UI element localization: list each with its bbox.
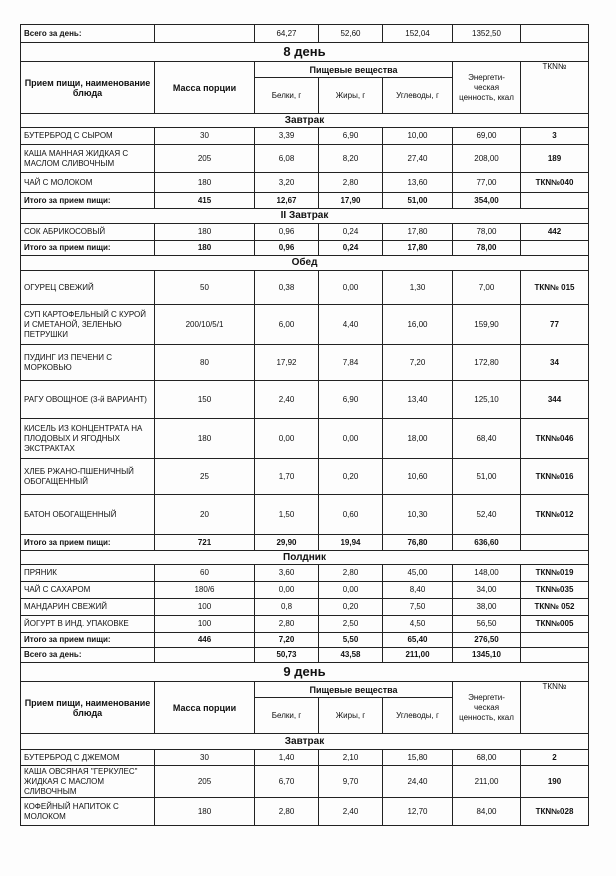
tk-cell: ТКN№046 — [521, 419, 589, 459]
protein-cell: 17,92 — [255, 345, 319, 381]
dish-name: СОК АБРИКОСОВЫЙ — [21, 224, 155, 241]
table-row — [21, 459, 589, 495]
fat-cell: 2,80 — [319, 173, 383, 193]
dish-name: КИСЕЛЬ ИЗ КОНЦЕНТРАТА НА ПЛОДОВЫХ И ЯГОДНЫХ ЭКСТРАКТАХ — [21, 419, 155, 459]
fat-cell: 43,58 — [319, 648, 383, 663]
fat-cell: 52,60 — [319, 25, 383, 43]
protein-cell: 1,40 — [255, 750, 319, 766]
tk-cell: ТКN№028 — [521, 798, 589, 826]
total-label: Итого за прием пищи: — [21, 633, 155, 648]
carbs-cell: 7,50 — [383, 599, 453, 616]
dish-name: ОГУРЕЦ СВЕЖИЙ — [21, 271, 155, 305]
meal-total-row — [21, 633, 589, 648]
protein-column-header: Белки, г — [255, 78, 319, 114]
mass-cell: 150 — [155, 381, 255, 419]
protein-cell: 2,80 — [255, 798, 319, 826]
section-title: Завтрак — [21, 734, 589, 750]
mass-cell: 180 — [155, 419, 255, 459]
tk-cell: 34 — [521, 345, 589, 381]
tk-cell: ТКN№012 — [521, 495, 589, 535]
energy-cell: 276,50 — [453, 633, 521, 648]
tk-cell: ТКN№040 — [521, 173, 589, 193]
mass-cell: 205 — [155, 145, 255, 173]
fat-cell: 0,20 — [319, 599, 383, 616]
table-row — [21, 271, 589, 305]
energy-cell: 208,00 — [453, 145, 521, 173]
carbs-cell: 17,80 — [383, 224, 453, 241]
table-row — [21, 128, 589, 145]
mass-cell: 180 — [155, 173, 255, 193]
fat-cell: 2,50 — [319, 616, 383, 633]
carbs-cell: 10,00 — [383, 128, 453, 145]
tk-cell: 3 — [521, 128, 589, 145]
mass-cell: 721 — [155, 535, 255, 551]
mass-cell: 60 — [155, 565, 255, 582]
carbs-cell: 13,60 — [383, 173, 453, 193]
mass-cell: 415 — [155, 193, 255, 209]
dish-name: МАНДАРИН СВЕЖИЙ — [21, 599, 155, 616]
energy-column-header: Энергети-ческая ценность, ккал — [453, 62, 521, 114]
energy-cell: 1352,50 — [453, 25, 521, 43]
fat-cell: 6,90 — [319, 381, 383, 419]
dish-name: ЧАЙ С МОЛОКОМ — [21, 173, 155, 193]
tk-cell — [521, 193, 589, 209]
energy-cell: 7,00 — [453, 271, 521, 305]
mass-cell — [155, 648, 255, 663]
total-label: Итого за прием пищи: — [21, 241, 155, 256]
fat-cell: 2,10 — [319, 750, 383, 766]
section-title: II Завтрак — [21, 209, 589, 224]
tk-cell: ТКN№019 — [521, 565, 589, 582]
fat-cell: 2,80 — [319, 565, 383, 582]
carbs-cell: 13,40 — [383, 381, 453, 419]
mass-cell: 100 — [155, 616, 255, 633]
table-row — [21, 345, 589, 381]
fat-cell: 6,90 — [319, 128, 383, 145]
dish-name: СУП КАРТОФЕЛЬНЫЙ С КУРОЙ И СМЕТАНОЙ, ЗЕЛЕНЬЮ ПЕТРУШКИ — [21, 305, 155, 345]
fat-cell: 5,50 — [319, 633, 383, 648]
mass-cell: 30 — [155, 128, 255, 145]
mass-column-header: Масса порции — [155, 62, 255, 114]
fat-cell: 0,24 — [319, 224, 383, 241]
protein-cell: 29,90 — [255, 535, 319, 551]
fat-cell: 8,20 — [319, 145, 383, 173]
carbs-cell: 17,80 — [383, 241, 453, 256]
energy-cell: 68,00 — [453, 750, 521, 766]
carbs-cell: 18,00 — [383, 419, 453, 459]
fat-cell: 2,40 — [319, 798, 383, 826]
mass-cell: 80 — [155, 345, 255, 381]
tk-cell — [521, 25, 589, 43]
table-row — [21, 565, 589, 582]
carbs-cell: 7,20 — [383, 345, 453, 381]
total-label: Итого за прием пищи: — [21, 193, 155, 209]
day-9-title: 9 день — [21, 663, 589, 682]
prev-day-total-row — [21, 25, 589, 43]
mass-cell: 446 — [155, 633, 255, 648]
carbs-cell: 27,40 — [383, 145, 453, 173]
dish-name: БАТОН ОБОГАЩЕННЫЙ — [21, 495, 155, 535]
section-title: Обед — [21, 256, 589, 271]
tk-cell: 77 — [521, 305, 589, 345]
energy-cell: 148,00 — [453, 565, 521, 582]
meal-column-header: Прием пищи, наименование блюда — [21, 682, 155, 734]
tk-cell: 189 — [521, 145, 589, 173]
tk-column-header: ТКN№ — [521, 62, 589, 114]
protein-cell: 12,67 — [255, 193, 319, 209]
mass-cell: 50 — [155, 271, 255, 305]
mass-cell: 20 — [155, 495, 255, 535]
fat-column-header: Жиры, г — [319, 78, 383, 114]
protein-cell: 1,50 — [255, 495, 319, 535]
energy-cell: 636,60 — [453, 535, 521, 551]
dish-name: КАША МАННАЯ ЖИДКАЯ С МАСЛОМ СЛИВОЧНЫМ — [21, 145, 155, 173]
table-header-row — [21, 682, 589, 698]
dish-name: КАША ОВСЯНАЯ "ГЕРКУЛЕС" ЖИДКАЯ С МАСЛОМ СЛИВОЧНЫМ — [21, 766, 155, 798]
day-total-row — [21, 648, 589, 663]
tk-cell: ТКN№035 — [521, 582, 589, 599]
tk-cell — [521, 648, 589, 663]
table-row — [21, 616, 589, 633]
carbs-cell: 12,70 — [383, 798, 453, 826]
protein-cell: 3,39 — [255, 128, 319, 145]
table-row — [21, 495, 589, 535]
nutrients-header: Пищевые вещества — [255, 682, 453, 698]
dish-name: ПРЯНИК — [21, 565, 155, 582]
mass-cell: 180 — [155, 224, 255, 241]
carbs-cell: 211,00 — [383, 648, 453, 663]
fat-cell: 7,84 — [319, 345, 383, 381]
dish-name: ХЛЕБ РЖАНО-ПШЕНИЧНЫЙ ОБОГАЩЕННЫЙ — [21, 459, 155, 495]
fat-cell: 0,60 — [319, 495, 383, 535]
total-label: Всего за день: — [21, 25, 155, 43]
mass-cell: 30 — [155, 750, 255, 766]
protein-cell: 64,27 — [255, 25, 319, 43]
protein-cell: 0,96 — [255, 224, 319, 241]
table-row — [21, 381, 589, 419]
meal-total-row — [21, 241, 589, 256]
carbs-cell: 152,04 — [383, 25, 453, 43]
protein-cell: 0,00 — [255, 419, 319, 459]
energy-cell: 1345,10 — [453, 648, 521, 663]
table-row — [21, 798, 589, 826]
fat-column-header: Жиры, г — [319, 698, 383, 734]
protein-cell: 6,00 — [255, 305, 319, 345]
carbs-cell: 10,30 — [383, 495, 453, 535]
section-title: Полдник — [21, 551, 589, 565]
fat-cell: 0,00 — [319, 419, 383, 459]
protein-cell: 0,96 — [255, 241, 319, 256]
energy-cell: 172,80 — [453, 345, 521, 381]
carbs-cell: 8,40 — [383, 582, 453, 599]
mass-cell: 200/10/5/1 — [155, 305, 255, 345]
meal-total-row — [21, 535, 589, 551]
energy-cell: 77,00 — [453, 173, 521, 193]
protein-cell: 0,00 — [255, 582, 319, 599]
carbs-cell: 51,00 — [383, 193, 453, 209]
tk-cell: 442 — [521, 224, 589, 241]
energy-cell: 354,00 — [453, 193, 521, 209]
mass-cell: 205 — [155, 766, 255, 798]
tk-cell — [521, 633, 589, 648]
protein-cell: 0,38 — [255, 271, 319, 305]
fat-cell: 0,00 — [319, 582, 383, 599]
energy-cell: 52,40 — [453, 495, 521, 535]
table-row — [21, 145, 589, 173]
fat-cell: 0,24 — [319, 241, 383, 256]
energy-cell: 159,90 — [453, 305, 521, 345]
energy-cell: 78,00 — [453, 241, 521, 256]
dish-name: БУТЕРБРОД С СЫРОМ — [21, 128, 155, 145]
mass-column-header: Масса порции — [155, 682, 255, 734]
energy-column-header: Энергети-ческая ценность, ккал — [453, 682, 521, 734]
tk-cell: ТКN№ 015 — [521, 271, 589, 305]
carbs-cell: 24,40 — [383, 766, 453, 798]
tk-cell: 2 — [521, 750, 589, 766]
energy-cell: 69,00 — [453, 128, 521, 145]
table-row — [21, 419, 589, 459]
fat-cell: 4,40 — [319, 305, 383, 345]
meal-column-header: Прием пищи, наименование блюда — [21, 62, 155, 114]
tk-cell: 344 — [521, 381, 589, 419]
energy-cell: 78,00 — [453, 224, 521, 241]
protein-cell: 6,08 — [255, 145, 319, 173]
carbs-cell: 4,50 — [383, 616, 453, 633]
mass-cell: 25 — [155, 459, 255, 495]
dish-name: КОФЕЙНЫЙ НАПИТОК С МОЛОКОМ — [21, 798, 155, 826]
table-header-row — [21, 62, 589, 78]
tk-column-header: ТКN№ — [521, 682, 589, 734]
mass-cell: 180 — [155, 241, 255, 256]
carbs-cell: 10,60 — [383, 459, 453, 495]
energy-cell: 125,10 — [453, 381, 521, 419]
tk-cell: 190 — [521, 766, 589, 798]
protein-cell: 3,20 — [255, 173, 319, 193]
energy-cell: 68,40 — [453, 419, 521, 459]
section-title: Завтрак — [21, 114, 589, 128]
mass-cell: 180/6 — [155, 582, 255, 599]
protein-cell: 7,20 — [255, 633, 319, 648]
carbs-cell: 76,80 — [383, 535, 453, 551]
carbs-cell: 16,00 — [383, 305, 453, 345]
dish-name: ЙОГУРТ В ИНД. УПАКОВКЕ — [21, 616, 155, 633]
tk-cell: ТКN№ 052 — [521, 599, 589, 616]
protein-cell: 2,80 — [255, 616, 319, 633]
fat-cell: 9,70 — [319, 766, 383, 798]
mass-cell — [155, 25, 255, 43]
dish-name: ПУДИНГ ИЗ ПЕЧЕНИ С МОРКОВЬЮ — [21, 345, 155, 381]
table-row — [21, 173, 589, 193]
protein-cell: 6,70 — [255, 766, 319, 798]
energy-cell: 84,00 — [453, 798, 521, 826]
protein-cell: 1,70 — [255, 459, 319, 495]
carbs-cell: 15,80 — [383, 750, 453, 766]
total-label: Итого за прием пищи: — [21, 535, 155, 551]
carbs-column-header: Углеводы, г — [383, 78, 453, 114]
mass-cell: 180 — [155, 798, 255, 826]
energy-cell: 51,00 — [453, 459, 521, 495]
meal-total-row — [21, 193, 589, 209]
carbs-cell: 1,30 — [383, 271, 453, 305]
fat-cell: 0,20 — [319, 459, 383, 495]
nutrients-header: Пищевые вещества — [255, 62, 453, 78]
carbs-column-header: Углеводы, г — [383, 698, 453, 734]
fat-cell: 19,94 — [319, 535, 383, 551]
mass-cell: 100 — [155, 599, 255, 616]
tk-cell — [521, 241, 589, 256]
energy-cell: 211,00 — [453, 766, 521, 798]
dish-name: РАГУ ОВОЩНОЕ (3-й ВАРИАНТ) — [21, 381, 155, 419]
protein-cell: 2,40 — [255, 381, 319, 419]
protein-cell: 50,73 — [255, 648, 319, 663]
day-8-title: 8 день — [21, 43, 589, 62]
energy-cell: 34,00 — [453, 582, 521, 599]
fat-cell: 17,90 — [319, 193, 383, 209]
table-row — [21, 766, 589, 798]
tk-cell: ТКN№016 — [521, 459, 589, 495]
dish-name: БУТЕРБРОД С ДЖЕМОМ — [21, 750, 155, 766]
energy-cell: 56,50 — [453, 616, 521, 633]
energy-cell: 38,00 — [453, 599, 521, 616]
dish-name: ЧАЙ С САХАРОМ — [21, 582, 155, 599]
carbs-cell: 45,00 — [383, 565, 453, 582]
fat-cell: 0,00 — [319, 271, 383, 305]
table-row — [21, 224, 589, 241]
tk-cell: ТКN№005 — [521, 616, 589, 633]
total-label: Всего за день: — [21, 648, 155, 663]
table-row — [21, 750, 589, 766]
tk-cell — [521, 535, 589, 551]
table-row — [21, 305, 589, 345]
carbs-cell: 65,40 — [383, 633, 453, 648]
menu-table — [20, 24, 589, 826]
protein-column-header: Белки, г — [255, 698, 319, 734]
table-row — [21, 582, 589, 599]
table-row — [21, 599, 589, 616]
protein-cell: 3,60 — [255, 565, 319, 582]
protein-cell: 0,8 — [255, 599, 319, 616]
